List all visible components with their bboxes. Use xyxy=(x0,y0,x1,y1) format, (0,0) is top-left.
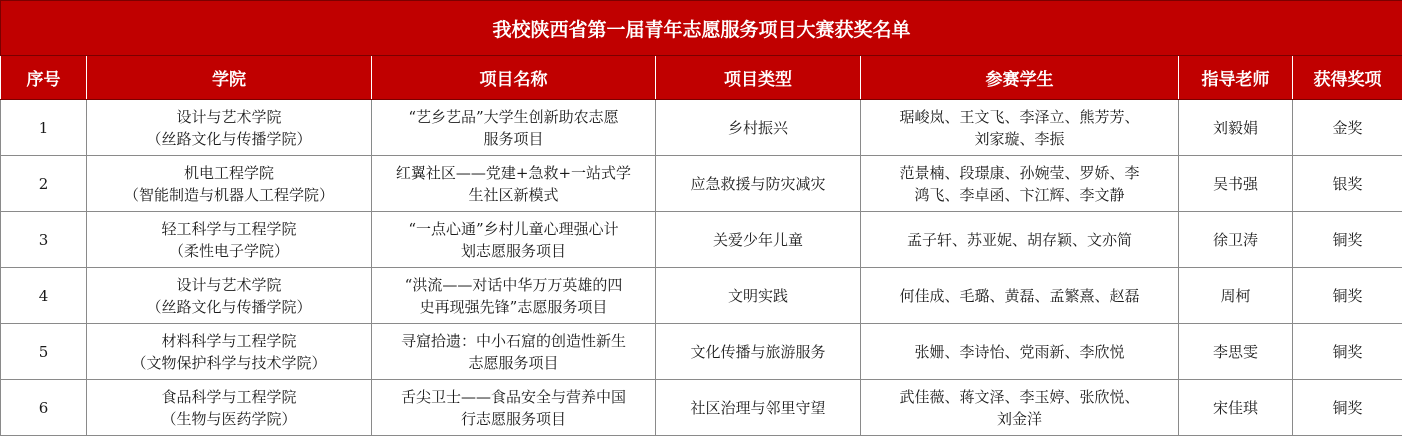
project-name-line: 舌尖卫士——食品安全与营养中国 xyxy=(400,387,626,406)
table-row xyxy=(1,324,1402,380)
cell-project-type: 文明实践 xyxy=(656,268,861,324)
college-name: 机电工程学院 xyxy=(183,163,274,182)
cell-college xyxy=(87,100,372,156)
students-line: 刘金洋 xyxy=(996,409,1042,428)
cell-index: 2 xyxy=(1,156,87,212)
cell-project-type: 社区治理与邻里守望 xyxy=(656,380,861,436)
table-row xyxy=(1,212,1402,268)
cell-project-name xyxy=(372,380,656,436)
table-title: 我校陕西省第一届青年志愿服务项目大赛获奖名单 xyxy=(1,1,1402,56)
cell-award: 金奖 xyxy=(1293,100,1402,156)
cell-advisor: 刘毅娟 xyxy=(1179,100,1293,156)
students-line: 刘家璇、李振 xyxy=(974,129,1065,148)
cell-project-type: 文化传播与旅游服务 xyxy=(656,324,861,380)
cell-award: 铜奖 xyxy=(1293,324,1402,380)
project-name-line: “艺乡艺品”大学生创新助农志愿 xyxy=(408,107,619,126)
header-students: 参赛学生 xyxy=(861,56,1179,100)
cell-students xyxy=(861,324,1179,380)
project-name-line: 生社区新模式 xyxy=(468,185,559,204)
college-alias: （生物与医药学院） xyxy=(161,409,297,428)
cell-award: 铜奖 xyxy=(1293,212,1402,268)
cell-college xyxy=(87,380,372,436)
table-row xyxy=(1,156,1402,212)
cell-advisor: 周柯 xyxy=(1179,268,1293,324)
college-alias: （智能制造与机器人工程学院） xyxy=(123,185,334,204)
college-name: 食品科学与工程学院 xyxy=(161,387,297,406)
project-name-line: 划志愿服务项目 xyxy=(460,241,566,260)
header-index: 序号 xyxy=(1,56,87,100)
college-name: 设计与艺术学院 xyxy=(176,107,282,126)
cell-award: 银奖 xyxy=(1293,156,1402,212)
cell-students xyxy=(861,268,1179,324)
cell-college xyxy=(87,268,372,324)
cell-college xyxy=(87,212,372,268)
students-line: 武佳薇、蒋文泽、李玉婷、张欣悦、 xyxy=(899,387,1140,406)
cell-project-type: 关爱少年儿童 xyxy=(656,212,861,268)
project-name-line: “洪流——对话中华万万英雄的四 xyxy=(404,275,623,294)
cell-index: 3 xyxy=(1,212,87,268)
title-row xyxy=(1,1,1402,56)
header-award: 获得奖项 xyxy=(1293,56,1402,100)
college-name: 材料科学与工程学院 xyxy=(161,331,297,350)
cell-college xyxy=(87,324,372,380)
table-row xyxy=(1,380,1402,436)
college-name: 轻工科学与工程学院 xyxy=(161,219,297,238)
header-project-name: 项目名称 xyxy=(372,56,656,100)
header-advisor: 指导老师 xyxy=(1179,56,1293,100)
college-alias: （文物保护科学与技术学院） xyxy=(131,353,327,372)
project-name-line: 服务项目 xyxy=(483,129,544,148)
cell-index: 5 xyxy=(1,324,87,380)
cell-index: 1 xyxy=(1,100,87,156)
cell-project-name xyxy=(372,324,656,380)
cell-advisor: 吴书强 xyxy=(1179,156,1293,212)
cell-advisor: 宋佳琪 xyxy=(1179,380,1293,436)
cell-advisor: 徐卫涛 xyxy=(1179,212,1293,268)
students-line: 鸿飞、李卓函、卞江辉、李文静 xyxy=(914,185,1125,204)
cell-students xyxy=(861,212,1179,268)
cell-project-name xyxy=(372,100,656,156)
cell-index: 4 xyxy=(1,268,87,324)
header-row xyxy=(1,56,1402,100)
table-row xyxy=(1,268,1402,324)
cell-award: 铜奖 xyxy=(1293,268,1402,324)
project-name-line: 寻窟拾遗：中小石窟的创造性新生 xyxy=(400,331,626,350)
project-name-line: “一点心通”乡村儿童心理强心计 xyxy=(408,219,619,238)
header-college: 学院 xyxy=(87,56,372,100)
college-alias: （丝路文化与传播学院） xyxy=(146,129,312,148)
project-name-line: 史再现强先锋”志愿服务项目 xyxy=(419,297,608,316)
students-line: 张姗、李诗怡、党雨新、李欣悦 xyxy=(914,342,1125,361)
cell-project-name xyxy=(372,268,656,324)
cell-project-name xyxy=(372,212,656,268)
cell-students xyxy=(861,380,1179,436)
cell-project-name xyxy=(372,156,656,212)
project-name-line: 红翼社区——党建+急救+一站式学 xyxy=(395,163,632,182)
students-line: 范景楠、段璟康、孙婉莹、罗娇、李 xyxy=(899,163,1140,182)
students-line: 孟子轩、苏亚妮、胡存颖、文亦简 xyxy=(906,230,1132,249)
cell-students xyxy=(861,156,1179,212)
cell-students xyxy=(861,100,1179,156)
table-row xyxy=(1,100,1402,156)
project-name-line: 志愿服务项目 xyxy=(468,353,559,372)
students-line: 何佳成、毛璐、黄磊、孟繁熹、赵磊 xyxy=(899,286,1140,305)
cell-award: 铜奖 xyxy=(1293,380,1402,436)
cell-project-type: 乡村振兴 xyxy=(656,100,861,156)
college-alias: （柔性电子学院） xyxy=(168,241,289,260)
project-name-line: 行志愿服务项目 xyxy=(460,409,566,428)
header-project-type: 项目类型 xyxy=(656,56,861,100)
cell-advisor: 李思雯 xyxy=(1179,324,1293,380)
college-alias: （丝路文化与传播学院） xyxy=(146,297,312,316)
students-line: 琚峻岚、王文飞、李泽立、熊芳芳、 xyxy=(899,107,1140,126)
cell-project-type: 应急救援与防灾减灾 xyxy=(656,156,861,212)
cell-index: 6 xyxy=(1,380,87,436)
cell-college xyxy=(87,156,372,212)
college-name: 设计与艺术学院 xyxy=(176,275,282,294)
